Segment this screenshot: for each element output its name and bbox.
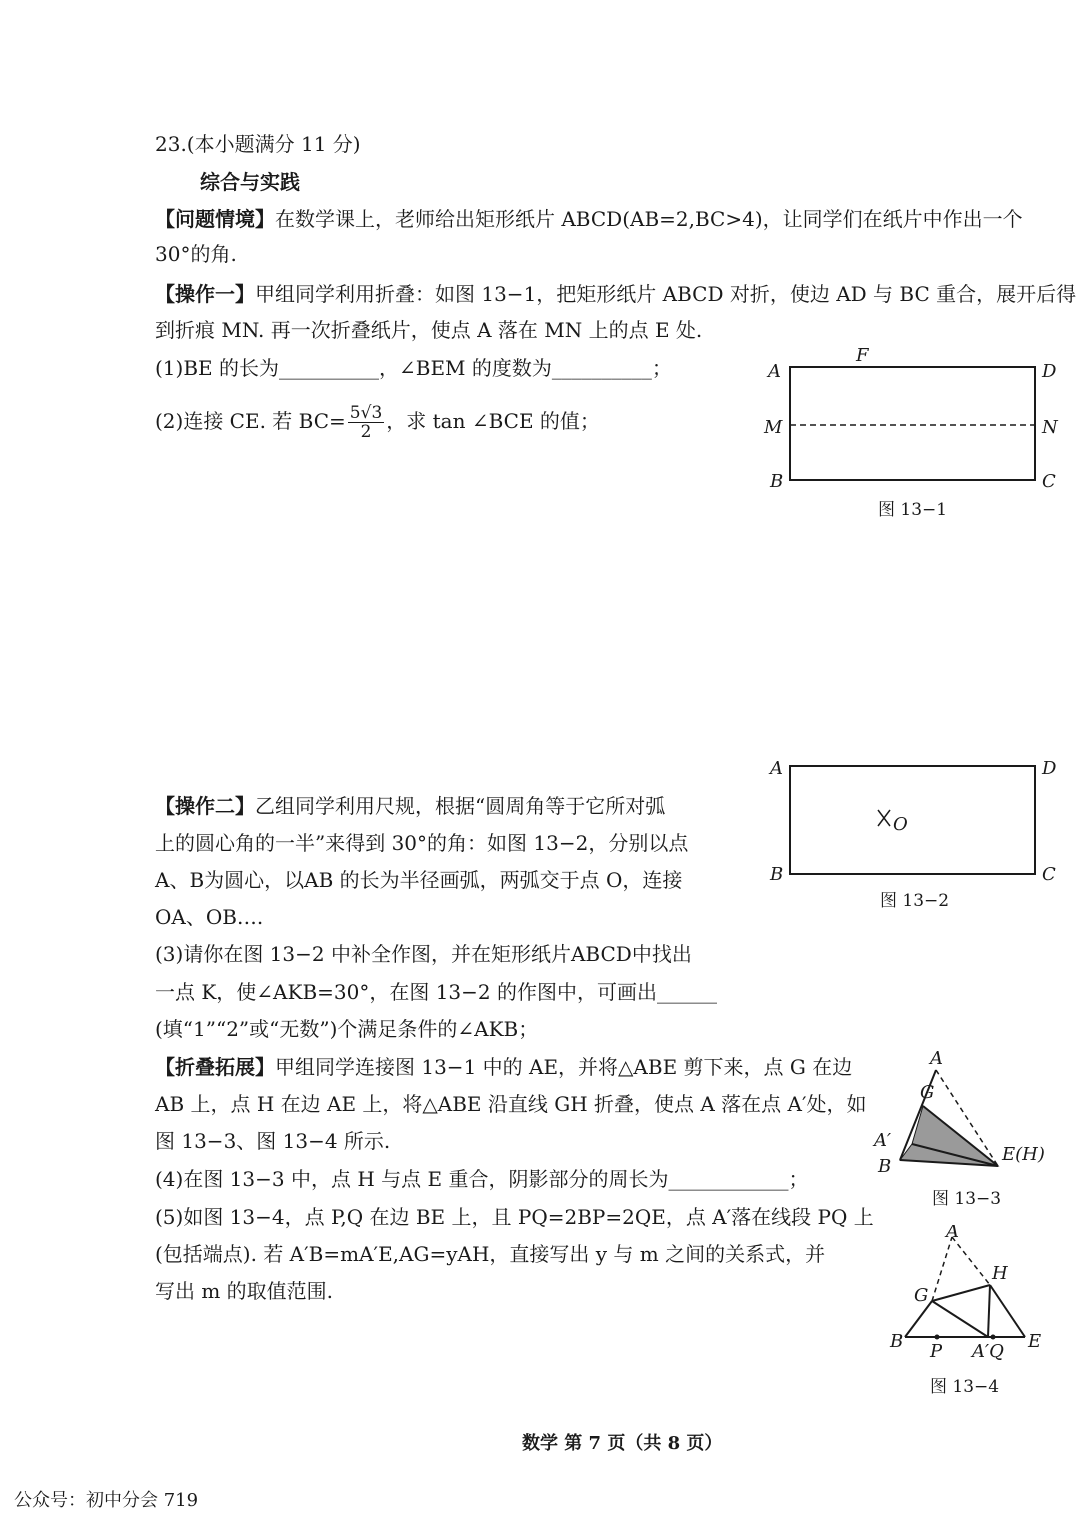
op1-line-1 [155, 280, 1076, 308]
label-o: O [893, 814, 908, 835]
figure-13-3-caption: 图 13−3 [932, 1189, 1002, 1209]
label-b: B [890, 1331, 904, 1352]
figure-13-2-drawing [760, 752, 1070, 892]
side-he [990, 1285, 1025, 1337]
ext-text-1: 甲组同学连接图 13−1 中的 AE，并将△ABE 剪下来，点 G 在边 [275, 1055, 853, 1079]
op2-line-1 [155, 792, 665, 820]
q3-line-2: 一点 K，使∠AKB=30°，在图 13−2 的作图中，可画出______ [155, 980, 717, 1004]
op1-text-1: 甲组同学利用折叠：如图 13−1，把矩形纸片 ABCD 对折，使边 AD 与 BC 重合，展开后得 [255, 282, 1077, 306]
q3-line-3: (填“1”“2”或“无数”)个满足条件的∠AKB； [155, 1017, 539, 1041]
segment-ga1 [932, 1301, 988, 1337]
bc-fraction-numerator: 5√3 [349, 403, 383, 423]
label-b: B [770, 864, 784, 885]
op2-line-2: 上的圆心角的一半”来得到 30°的角：如图 13−2，分别以点 [155, 831, 689, 855]
op2-tag: 【操作二】 [155, 794, 255, 818]
page-number: 数学 第 7 页（共 8 页） [522, 1433, 723, 1454]
figure-13-1-caption: 图 13−1 [878, 500, 948, 520]
segment-ha1 [988, 1285, 990, 1337]
op2-text-1: 乙组同学利用尺规，根据“圆周角等于它所对弧 [255, 794, 666, 818]
ext-line-2: AB 上，点 H 在边 AE 上，将△ABE 沿直线 GH 折叠，使点 A 落在点 A′处，如 [155, 1092, 867, 1116]
figure-13-2 [760, 752, 1070, 892]
point-p [935, 1335, 940, 1340]
fold-line-gh [932, 1285, 990, 1301]
label-c: C [1042, 864, 1056, 885]
op2-line-3: A、B为圆心，以AB 的长为半径画弧，两弧交于点 O，连接 [155, 868, 683, 892]
question-2 [155, 404, 600, 441]
label-h: H [992, 1263, 1008, 1284]
label-a: A [930, 1048, 943, 1069]
rect-abcd-2 [790, 766, 1035, 874]
point-q [991, 1335, 996, 1340]
watermark-text: 公众号：初中分会 719 [14, 1490, 199, 1511]
bc-fraction-denominator: 2 [360, 422, 372, 442]
context-tag: 【问题情境】 [155, 207, 275, 231]
label-f: F [856, 345, 869, 366]
figure-13-4 [880, 1225, 1060, 1365]
q3-line-1: (3)请你在图 13−2 中补全作图，并在矩形纸片ABCD中找出 [155, 942, 692, 966]
side-ga-dashed [932, 1237, 952, 1301]
label-a: A [768, 361, 781, 382]
question-number: 23.(本小题满分 11 分) [155, 132, 361, 156]
q2-suffix: ，求 tan ∠BCE 的值； [386, 409, 600, 433]
label-b: B [770, 471, 784, 492]
ext-line-3: 图 13−3、图 13−4 所示. [155, 1129, 391, 1153]
op2-line-4: OA、OB…. [155, 905, 264, 929]
context-line-1 [155, 205, 1023, 233]
label-e: E [1028, 1331, 1042, 1352]
label-b: B [878, 1156, 892, 1177]
rect-abcd [790, 367, 1035, 480]
side-ah-dashed [952, 1237, 990, 1285]
label-n: N [1042, 417, 1058, 438]
side-bg [905, 1301, 932, 1337]
ext-tag: 【折叠拓展】 [155, 1055, 275, 1079]
figure-13-3 [868, 1048, 1068, 1188]
section-subtitle: 综合与实践 [200, 170, 300, 194]
ext-line-1 [155, 1053, 852, 1081]
label-a-prime-q: A′Q [972, 1341, 1004, 1362]
label-c: C [1042, 471, 1056, 492]
label-a: A [770, 758, 783, 779]
figure-13-2-caption: 图 13−2 [880, 891, 950, 911]
q2-prefix: (2)连接 CE. 若 BC= [155, 409, 346, 433]
label-m: M [764, 417, 783, 438]
label-g: G [920, 1082, 935, 1103]
figure-13-1-drawing [760, 345, 1070, 520]
label-e-h: E(H) [1002, 1144, 1045, 1165]
op1-tag: 【操作一】 [155, 282, 255, 306]
shaded-region [900, 1106, 998, 1166]
q5-line-1: (5)如图 13−4，点 P,Q 在边 BE 上，且 PQ=2BP=2QE，点 A′落在线段 PQ 上 [155, 1205, 874, 1229]
figure-13-4-caption: 图 13−4 [930, 1377, 1000, 1397]
label-a-prime: A′ [874, 1130, 892, 1151]
figure-13-1 [760, 345, 1070, 520]
context-line-2: 30°的角. [155, 242, 237, 266]
label-d: D [1042, 758, 1057, 779]
label-d: D [1042, 361, 1057, 382]
figure-13-4-drawing [880, 1225, 1060, 1365]
op1-line-2: 到折痕 MN. 再一次折叠纸片，使点 A 落在 MN 上的点 E 处. [155, 318, 703, 342]
q5-line-3: 写出 m 的取值范围. [155, 1279, 334, 1303]
context-text-1: 在数学课上，老师给出矩形纸片 ABCD(AB=2,BC>4)，让同学们在纸片中作出一个 [275, 207, 1023, 231]
q5-line-2: (包括端点). 若 A′B=mA′E,AG=yAH，直接写出 y 与 m 之间的关系式，并 [155, 1242, 826, 1266]
label-g: G [914, 1285, 929, 1306]
question-1: (1)BE 的长为__________，∠BEM 的度数为__________； [155, 356, 672, 380]
bc-fraction [348, 404, 384, 441]
label-p: P [930, 1341, 943, 1362]
label-a: A [946, 1225, 959, 1242]
question-4: (4)在图 13−3 中，点 H 与点 E 重合，阴影部分的周长为____________； [155, 1167, 809, 1191]
figure-13-3-drawing [868, 1048, 1068, 1188]
